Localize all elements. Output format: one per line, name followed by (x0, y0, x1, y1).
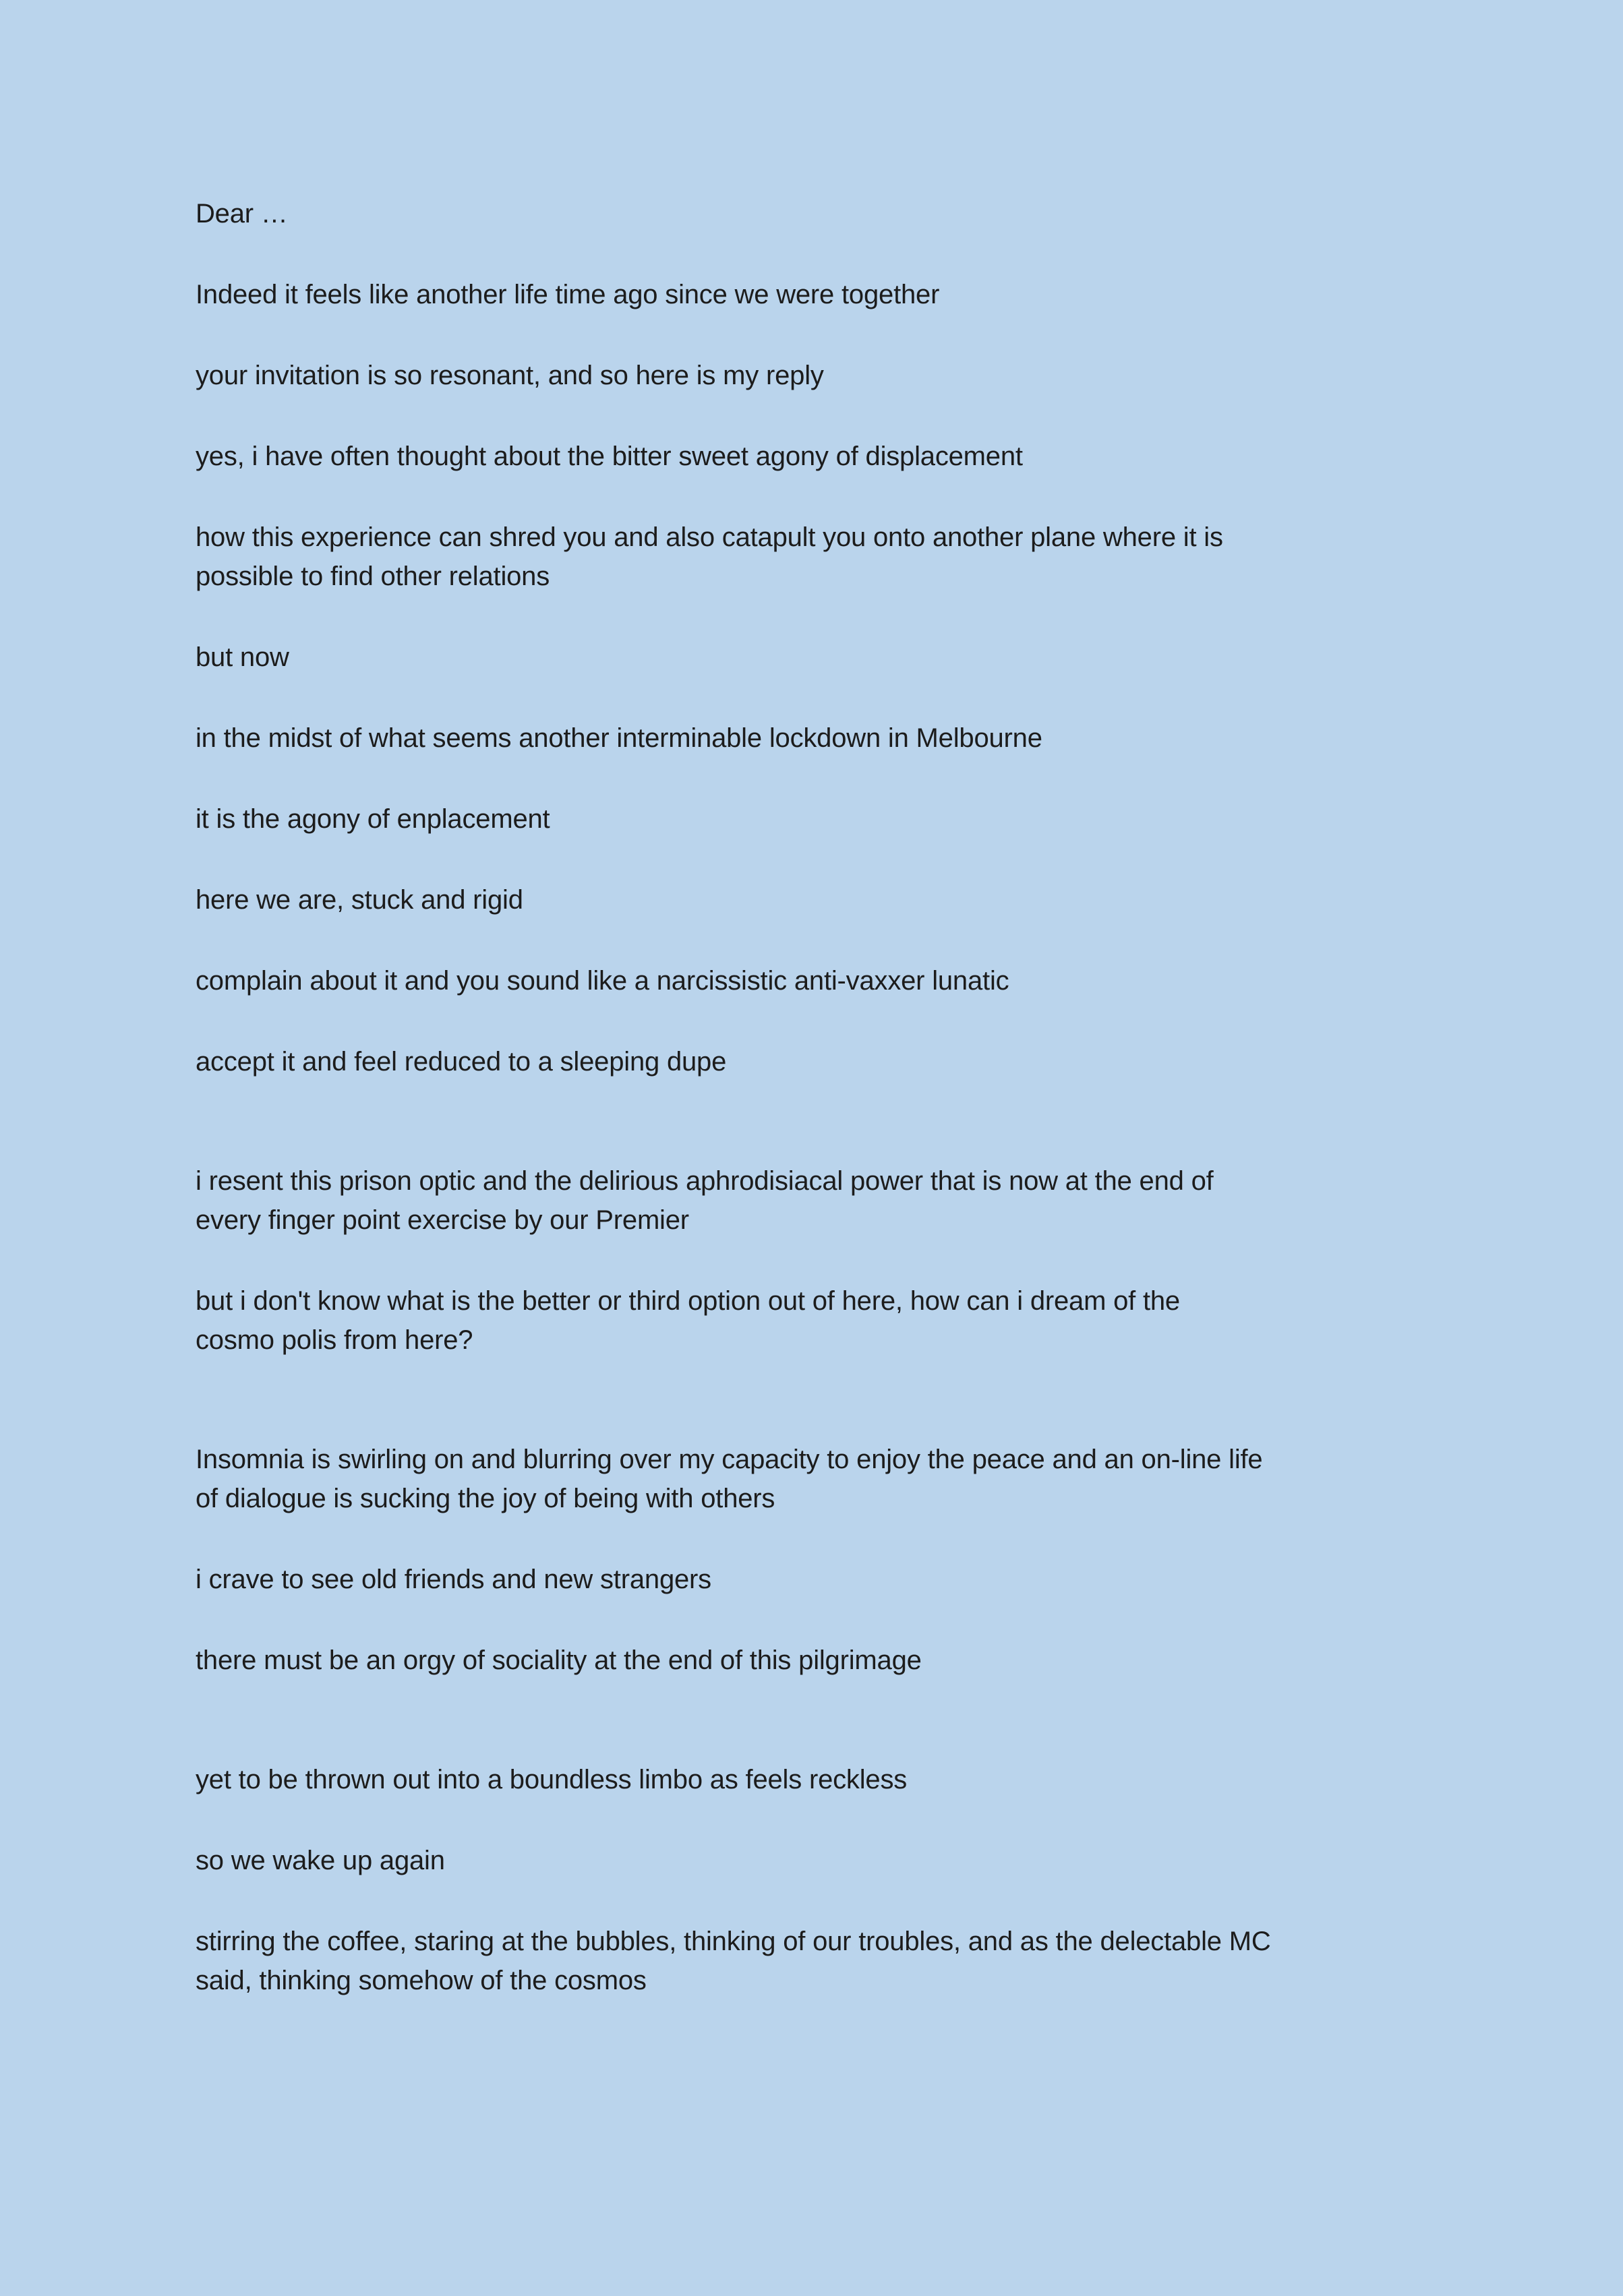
text-line: so we wake up again (196, 1846, 445, 1875)
text-line: your invitation is so resonant, and so here is my reply (196, 361, 824, 390)
paragraph (196, 1560, 1454, 1599)
text-line: stirring the coffee, staring at the bubbles, thinking of our troubles, and as the delectable MC (196, 1927, 1271, 1956)
text-line: possible to find other relations (196, 562, 550, 591)
text-line: Insomnia is swirling on and blurring over my capacity to enjoy the peace and an on-line life (196, 1445, 1263, 1474)
text-line: i crave to see old friends and new strangers (196, 1565, 711, 1594)
paragraph (196, 799, 1454, 839)
text-line: said, thinking somehow of the cosmos (196, 1966, 647, 1995)
text-line: yet to be thrown out into a boundless limbo as feels reckless (196, 1765, 908, 1794)
paragraph (196, 638, 1454, 677)
text-line: i resent this prison optic and the delirious aphrodisiacal power that is now at the end of (196, 1166, 1214, 1196)
paragraph (196, 275, 1454, 314)
paragraph (196, 1401, 1454, 1518)
text-line: Dear … (196, 199, 288, 229)
paragraph (196, 1123, 1454, 1240)
text-line: how this experience can shred you and also catapult you onto another plane where it is (196, 522, 1223, 552)
text-line: here we are, stuck and rigid (196, 885, 523, 915)
text-line: accept it and feel reduced to a sleeping dupe (196, 1047, 727, 1077)
paragraph (196, 1841, 1454, 1880)
text-line: there must be an orgy of sociality at the end of this pilgrimage (196, 1645, 922, 1675)
paragraph (196, 719, 1454, 758)
paragraph (196, 880, 1454, 919)
paragraph (196, 961, 1454, 1000)
paragraph (196, 1281, 1454, 1360)
paragraph (196, 437, 1454, 476)
text-line: it is the agony of enplacement (196, 804, 550, 834)
text-line: in the midst of what seems another interminable lockdown in Melbourne (196, 723, 1042, 753)
paragraph (196, 1641, 1454, 1680)
paragraph (196, 356, 1454, 395)
text-line: Indeed it feels like another life time ago since we were together (196, 280, 940, 309)
paragraph (196, 1922, 1454, 2000)
text-line: but now (196, 642, 289, 672)
paragraph (196, 518, 1454, 596)
paragraph (196, 1042, 1454, 1081)
text-line: cosmo polis from here? (196, 1325, 473, 1355)
text-line: every finger point exercise by our Premier (196, 1205, 689, 1235)
paragraph (196, 1722, 1454, 1799)
text-line: complain about it and you sound like a narcissistic anti-vaxxer lunatic (196, 966, 1009, 996)
text-line: of dialogue is sucking the joy of being with others (196, 1484, 775, 1513)
paragraph (196, 194, 1454, 233)
text-line: but i don't know what is the better or third option out of here, how can i dream of the (196, 1286, 1180, 1316)
text-line: yes, i have often thought about the bitter sweet agony of displacement (196, 442, 1023, 471)
